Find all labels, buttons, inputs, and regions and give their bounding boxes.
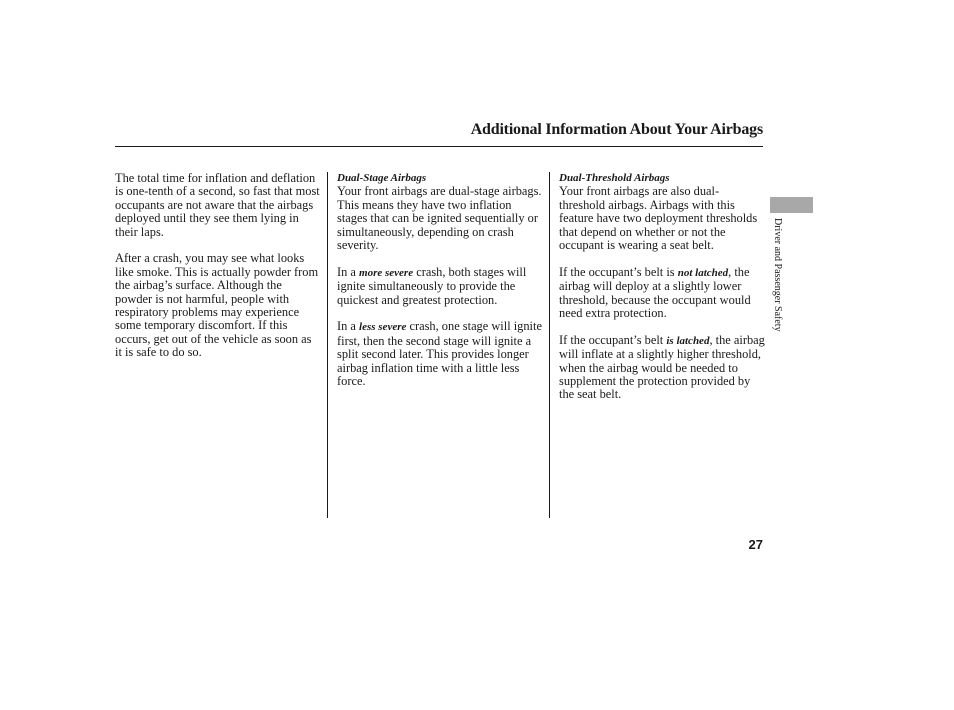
column-dual-threshold [559, 172, 765, 415]
paragraph-more-severe [337, 266, 543, 307]
paragraph-dual-stage-intro: Your front airbags are dual-stage airbags. This means they have two inflation stages that can be ignited sequentially or simultaneously, depending on crash severity. [337, 184, 542, 253]
text-segment: , the airbag will inflate at a slightly higher threshold, when the airbag would be needed to supplement the protection provided by the seat belt. [559, 332, 765, 402]
heading-dual-stage: Dual-Stage Airbags [337, 172, 427, 184]
paragraph-after-crash: After a crash, you may see what looks like smoke. This is actually powder from the airbag’s surface. Although the powder is not harmful, people with respiratory problems may experience some temporary discomfort. If this occurs, get out of the vehicle as soon as it is safe to do so. [115, 251, 319, 360]
emphasis-not-latched: not latched [677, 266, 729, 279]
text-segment: In a [337, 319, 360, 334]
section-tab-marker [770, 197, 813, 213]
paragraph-dual-threshold-intro: Your front airbags are also dual-threshold airbags. Airbags with this feature have two deployment thresholds that depend on whether or not the occupant is wearing a seat belt. [559, 184, 758, 253]
emphasis-more-severe: more severe [359, 266, 414, 279]
page-title: Additional Information About Your Airbags [470, 121, 763, 138]
title-divider [115, 146, 763, 147]
text-segment: , the airbag will deploy at a slightly lower threshold, because the occupant would need extra protection. [559, 264, 751, 321]
column-intro [115, 172, 321, 373]
paragraph-less-severe [337, 320, 543, 388]
heading-dual-threshold: Dual-Threshold Airbags [559, 172, 670, 184]
section-tab-label: Driver and Passenger Safety [772, 218, 783, 332]
text-segment: crash, both stages will ignite simultaneously to provide the quickest and greatest protection. [337, 264, 527, 307]
text-segment: crash, one stage will ignite first, then the second stage will ignite a split second later. This provides longer airbag inflation time with a little less force. [337, 319, 542, 389]
column-divider-1 [327, 172, 328, 518]
emphasis-is-latched: is latched [666, 334, 710, 347]
column-divider-2 [549, 172, 550, 518]
paragraph-inflation-time: The total time for inflation and deflation is one-tenth of a second, so fast that most occupants are not aware that the airbags deployed until they see them lying in their laps. [115, 171, 320, 239]
column-dual-stage [337, 172, 543, 402]
paragraph-is-latched [559, 334, 765, 402]
text-segment: If the occupant’s belt is [559, 264, 678, 279]
emphasis-less-severe: less severe [359, 321, 407, 334]
paragraph-not-latched [559, 266, 765, 321]
page-number: 27 [748, 537, 763, 552]
text-segment: In a [337, 264, 360, 279]
text-segment: If the occupant’s belt [559, 332, 667, 347]
